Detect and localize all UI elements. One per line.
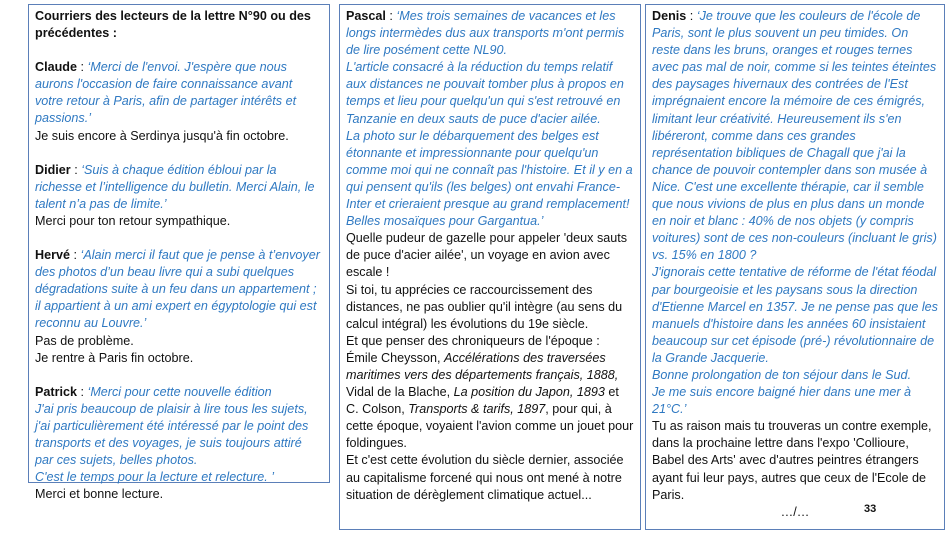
reply-text: Vidal de la Blache, [346,385,454,400]
author-name: Claude [35,60,77,75]
letter-pascal [346,8,634,59]
reader-quote: Bonne prolongation de ton séjour dans le Sud. [652,367,912,382]
editor-reply: Pas de problème. [35,333,134,348]
author-name: Hervé [35,248,71,263]
editor-reply [346,333,634,453]
reply-text: et C. Colson, [346,385,619,417]
reference-title: Accélérations des traversées maritimes vers des départements français, 1888, [346,350,619,382]
reader-quote: ‘Mes trois semaines de vacances et les longs intermèdes dus aux transports m'ont permis de lire posément cette NL90. [346,9,625,58]
author-name: Denis [652,9,687,23]
separator: : [70,162,82,177]
reader-quote: J'ai pris beaucoup de plaisir à lire tous les sujets, j'ai particulièrement été intéressé par le point des transports et des voyages, je suis toujours attiré par ces sujets, belles photos. [35,401,309,468]
letters-column-1 [28,4,330,502]
reader-quote: C'est le temps pour la lecture et relecture. ’ [35,470,274,485]
reader-quote: Belles mosaïques pour Gargantua.’ [346,214,544,229]
reader-quote: La photo sur le débarquement des belges est étonnante et impressionnante pour quelqu'un comme moi qui ne connaît pas l'histoire. Et il y en a qui pensent qu'ils (les belges) ont envahi France-Inter et crieraient presque au grand remplacement! [346,128,633,212]
letter-didier [35,162,323,213]
reply-text: , pour qui, à cette époque, voyaient l'avion comme un jouet pour foldingues. [346,402,634,451]
editor-reply: Je rentre à Paris fin octobre. [35,350,194,365]
reply-text: Et que penser des chroniqueurs de l'époque : Émile Cheysson, [346,333,600,365]
letters-column-3 [645,4,945,530]
editor-reply: Tu as raison mais tu trouveras un contre exemple, dans la prochaine lettre dans l'expo 'Collioure, Babel des Arts' avec d'autres peintres étrangers ayant fui leur pays, autres que ceux de l'Ecole de Paris. [652,419,932,502]
page-number: 33 [864,503,877,515]
reader-quote: J'ignorais cette tentative de réforme de l'état féodal par bourgeoisie et les paysans sous la direction d'Etienne Marcel en 1357. Je ne pense pas que les manuels d'histoire dans les années 60 insistaient beaucoup sur cet épisode (pré-) révolutionnaire de la Grande Jacquerie. [652,265,938,365]
reader-quote: ‘Je trouve que les couleurs de l'école de Paris, sont le plus souvent un peu timides. On reste dans les bruns, oranges et rouges ternes avec pas mal de noir, comme si les teintes éteintes des paysages hivernaux des contrées de l'Est imprégnaient encore la mémoire de ces émigrés, limitant leur créativité. Heureusement ils s'en libéreront, comme dans ces grandes représentation bibliques de Chagall que j'ai la chance de pouvoir contempler dans son musée à Nice. C'est une excellente thérapie, car il semble que nous vivions de plus en plus dans un monde en noir et blanc : 40% de nos objets (y compris voitures) sont de ces non-couleurs (incluant le gris) vs. 15% en 1800 ? [652,9,937,263]
editor-reply: Je suis encore à Serdinya jusqu'à fin octobre. [35,128,289,143]
separator: : [385,9,397,23]
letter-patrick [35,384,323,401]
reader-quote: ‘Merci pour cette nouvelle édition [87,384,272,399]
author-name: Patrick [35,384,78,399]
separator: : [686,9,697,23]
reader-quote: Je me suis encore baigné hier dans une mer à 21°C.’ [652,385,912,417]
reader-quote: ‘Alain merci il faut que je pense à t’envoyer des photos d’un beau livre qui a subi quelques dégradations suite à un feu dans un appartement ; il appartient à un ami expert en égyptologie qui est reconnu au Louvre.’ [35,248,320,331]
author-name: Pascal [346,9,386,23]
editor-reply: Si toi, tu apprécies ce raccourcissement des distances, ne pas oublier qu'il intègre (au sens du calcul intégral) les évolutions du 19e siècle. [346,282,623,331]
letters-column-2 [339,4,641,530]
editor-reply: Et c'est cette évolution du siècle dernier, associée au capitalisme forcené qui nous ont mené à notre situation de dérèglement climatique actuel... [346,453,624,502]
separator: : [70,248,81,263]
editor-reply: Quelle pudeur de gazelle pour appeler 'deux sauts de puce d'acier ailée', un voyage en avion avec escale ! [346,231,628,280]
section-title: Courriers des lecteurs de la lettre N°90 ou des précédentes : [35,9,311,41]
reader-quote: L'article consacré à la réduction du temps relatif aux distances ne pouvait tomber plus à propos en temps et lieu pour quelqu'un qui s'est retrouvé en Tanzanie en deux sauts de puce d'acier ailée. [346,60,624,126]
continuation-mark: …/… [780,504,810,519]
reader-quote: ‘Suis à chaque édition ébloui par la richesse et l’intelligence du bulletin. Merci Alain, le talent n’a pas de limite.’ [35,162,315,211]
editor-reply: Merci et bonne lecture. [35,487,164,502]
author-name: Didier [35,162,71,177]
reader-quote: ‘Merci de l'envoi. J'espère que nous aurons l'occasion de faire connaissance avant votre retour à Paris, afin de partager intérêts et passions.’ [35,60,297,126]
reference-title: Transports & tarifs, 1897 [408,402,546,417]
reference-title: La position du Japon, 1893 [453,385,605,400]
letter-denis [652,8,938,264]
separator: : [77,60,88,75]
editor-reply: Merci pour ton retour sympathique. [35,213,231,228]
letter-claude [35,59,323,127]
separator: : [77,384,88,399]
letter-herve [35,247,323,332]
